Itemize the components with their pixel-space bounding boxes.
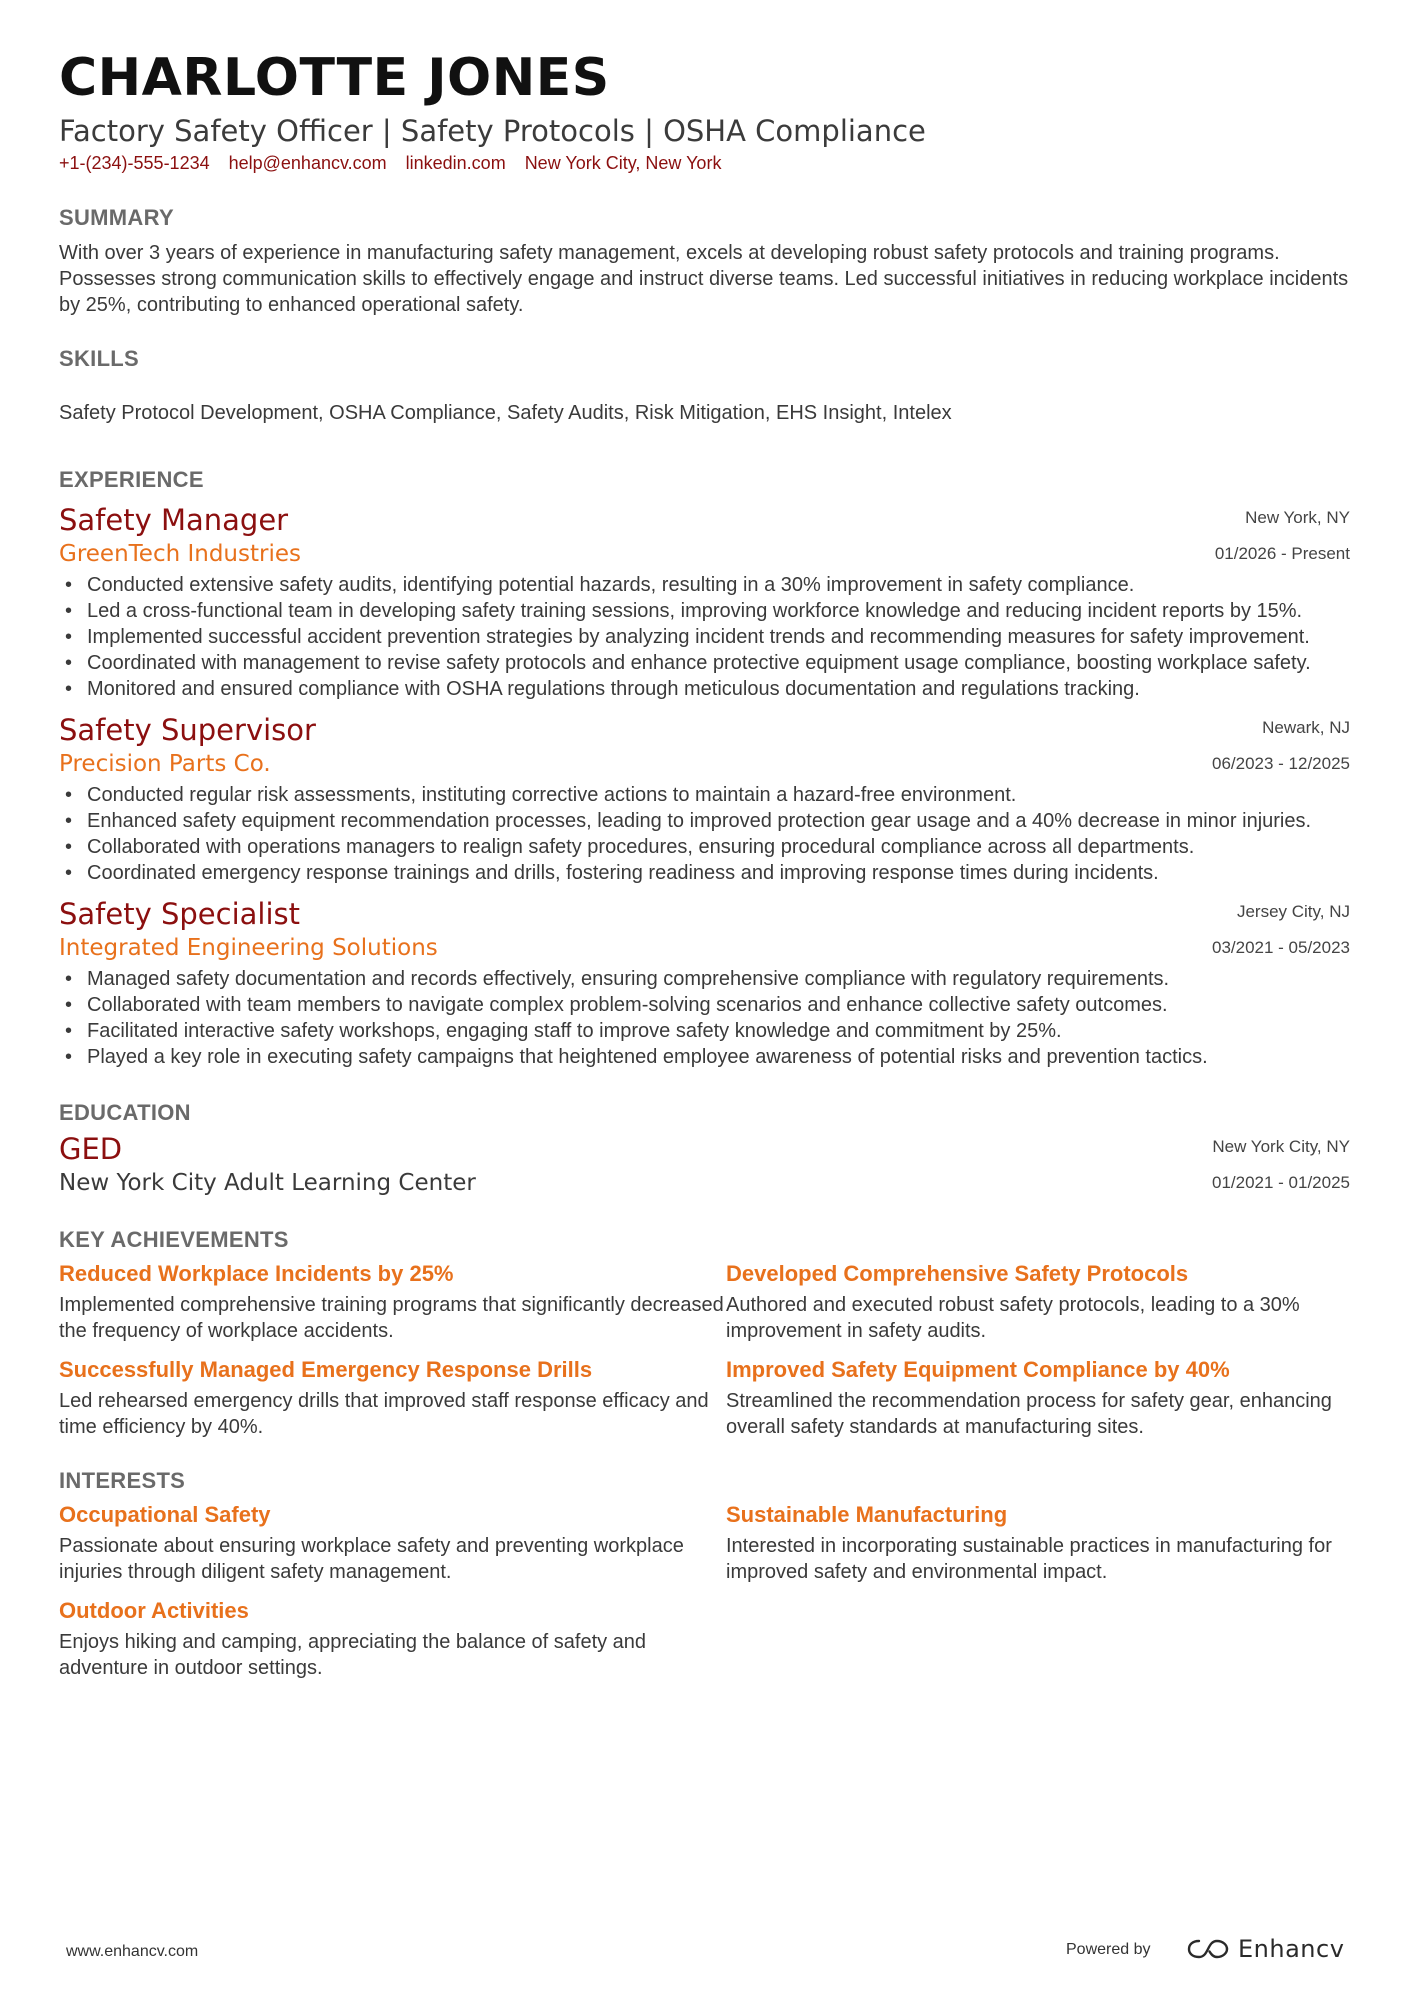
interest-title: Outdoor Activities <box>59 1598 249 1623</box>
enhancv-brand-text: Enhancv <box>1238 1935 1345 1963</box>
interest-title: Sustainable Manufacturing <box>726 1502 1008 1527</box>
achievement-description: Streamlined the recommendation process for safety gear, enhancing overall safety standards at manufacturing sites. <box>726 1390 1332 1438</box>
interest-title: Occupational Safety <box>59 1502 271 1527</box>
job-bullet: • Coordinated emergency response trainings and drills, fostering readiness and improving response times during incidents. <box>59 860 1350 886</box>
summary-text: With over 3 years of experience in manufacturing safety management, excels at developing robust safety protocols and training programs. Possesses strong communication skills to effectively engage and instruct diverse teams. Led successful initiatives in reducing workplace incidents by 25%, contributing to enhanced operational safety. <box>59 242 1349 316</box>
contact-email[interactable]: help@enhancv.com <box>228 153 387 173</box>
achievement-description: Authored and executed robust safety protocols, leading to a 30% improvement in safety audits. <box>726 1294 1300 1342</box>
education-dates: 01/2021 - 01/2025 <box>1211 1173 1350 1192</box>
education-location: New York City, NY <box>1212 1137 1350 1156</box>
summary-heading: SUMMARY <box>59 205 174 230</box>
job-bullet: • Coordinated with management to revise safety protocols and enhance protective equipment usage compliance, boosting workplace safety. <box>59 650 1350 676</box>
job-bullet: • Managed safety documentation and records effectively, ensuring comprehensive compliance with regulatory requirements. <box>59 966 1350 992</box>
interest-description: Enjoys hiking and camping, appreciating the balance of safety and adventure in outdoor settings. <box>59 1631 647 1679</box>
job-bullet: • Collaborated with operations managers to realign safety procedures, ensuring procedural compliance across all departments. <box>59 834 1350 860</box>
contact-line <box>59 151 1350 175</box>
job-title: Safety Specialist <box>59 897 301 931</box>
contact-location: New York City, New York <box>524 153 722 173</box>
job-header <box>59 896 1350 964</box>
contact-phone[interactable]: +1-(234)-555-1234 <box>59 153 210 173</box>
achievements-grid <box>59 1259 1350 1440</box>
candidate-name: CHARLOTTE JONES <box>59 48 610 108</box>
page-footer <box>0 1935 1410 1975</box>
candidate-title: Factory Safety Officer | Safety Protocols | OSHA Compliance <box>59 114 926 148</box>
skills-section <box>59 345 1350 426</box>
interest-item <box>726 1500 1351 1585</box>
skills-text: Safety Protocol Development, OSHA Compliance, Safety Audits, Risk Mitigation, EHS Insight, Intelex <box>59 402 952 424</box>
education-degree: GED <box>59 1132 123 1166</box>
achievement-title: Improved Safety Equipment Compliance by 40% <box>726 1357 1230 1382</box>
job-company: Precision Parts Co. <box>59 751 271 777</box>
achievement-title: Developed Comprehensive Safety Protocols <box>726 1261 1189 1286</box>
enhancv-logo[interactable] <box>1186 1935 1344 1963</box>
job-dates: 06/2023 - 12/2025 <box>1211 754 1350 773</box>
achievement-item <box>59 1259 726 1344</box>
interest-item <box>59 1500 726 1585</box>
job-bullet: • Collaborated with team members to navigate complex problem-solving scenarios and enhance collective safety outcomes. <box>59 992 1350 1018</box>
education-school: New York City Adult Learning Center <box>59 1170 476 1196</box>
interest-item <box>59 1596 726 1681</box>
job-bullet: • Monitored and ensured compliance with OSHA regulations through meticulous documentation and regulations tracking. <box>59 676 1350 702</box>
powered-by-label: Powered by <box>1066 1941 1151 1958</box>
job-header <box>59 502 1350 570</box>
job-bullets <box>59 782 1350 886</box>
job-bullet: • Implemented successful accident prevention strategies by analyzing incident trends and recommending measures for safety improvement. <box>59 624 1350 650</box>
interests-grid <box>59 1500 1350 1681</box>
job-bullets <box>59 572 1350 702</box>
job-entry <box>59 896 1350 1070</box>
interest-description: Passionate about ensuring workplace safety and preventing workplace injuries through diligent safety management. <box>59 1535 684 1583</box>
job-entry <box>59 502 1350 702</box>
job-company: GreenTech Industries <box>59 541 301 567</box>
job-bullet: • Played a key role in executing safety campaigns that heightened employee awareness of potential risks and prevention tactics. <box>59 1044 1350 1070</box>
job-bullet: • Conducted extensive safety audits, identifying potential hazards, resulting in a 30% improvement in safety compliance. <box>59 572 1350 598</box>
education-entry <box>59 1131 1350 1199</box>
job-entry <box>59 712 1350 886</box>
job-bullets <box>59 966 1350 1070</box>
job-dates: 01/2026 - Present <box>1214 544 1350 563</box>
achievement-description: Led rehearsed emergency drills that improved staff response efficacy and time efficiency by 40%. <box>59 1390 709 1438</box>
job-title: Safety Supervisor <box>59 713 316 747</box>
job-bullet: • Facilitated interactive safety workshops, engaging staff to improve safety knowledge and commitment by 25%. <box>59 1018 1350 1044</box>
education-section <box>59 1099 1350 1199</box>
interests-heading: INTERESTS <box>59 1468 186 1493</box>
achievement-title: Reduced Workplace Incidents by 25% <box>59 1261 454 1286</box>
enhancv-logo-icon <box>1186 1936 1230 1962</box>
achievements-heading: KEY ACHIEVEMENTS <box>59 1227 289 1252</box>
achievement-description: Implemented comprehensive training programs that significantly decreased the frequency of workplace accidents. <box>59 1294 724 1342</box>
education-heading: EDUCATION <box>59 1100 191 1125</box>
achievement-item <box>726 1259 1351 1344</box>
skills-heading: SKILLS <box>59 346 140 371</box>
job-location: New York, NY <box>1245 508 1350 527</box>
job-bullet: • Enhanced safety equipment recommendation processes, leading to improved protection gear usage and a 40% decrease in minor injuries. <box>59 808 1350 834</box>
job-company: Integrated Engineering Solutions <box>59 935 438 961</box>
interest-description: Interested in incorporating sustainable practices in manufacturing for improved safety and environmental impact. <box>726 1535 1332 1583</box>
footer-url[interactable]: www.enhancv.com <box>66 1943 199 1960</box>
achievement-title: Successfully Managed Emergency Response Drills <box>59 1357 593 1382</box>
job-location: Newark, NJ <box>1262 718 1350 737</box>
experience-heading: EXPERIENCE <box>59 467 204 492</box>
achievement-item <box>726 1355 1351 1440</box>
achievements-section <box>59 1226 1350 1440</box>
job-bullet: • Conducted regular risk assessments, instituting corrective actions to maintain a hazard-free environment. <box>59 782 1350 808</box>
job-header <box>59 712 1350 780</box>
contact-linkedin[interactable]: linkedin.com <box>405 153 506 173</box>
experience-section <box>59 466 1350 1070</box>
job-title: Safety Manager <box>59 503 289 537</box>
resume-header <box>59 48 1350 175</box>
summary-section <box>59 204 1350 318</box>
job-bullet: • Led a cross-functional team in developing safety training sessions, improving workforce knowledge and reducing incident reports by 15%. <box>59 598 1350 624</box>
job-dates: 03/2021 - 05/2023 <box>1211 938 1350 957</box>
interests-section <box>59 1467 1350 1681</box>
achievement-item <box>59 1355 726 1440</box>
job-location: Jersey City, NJ <box>1236 902 1350 921</box>
